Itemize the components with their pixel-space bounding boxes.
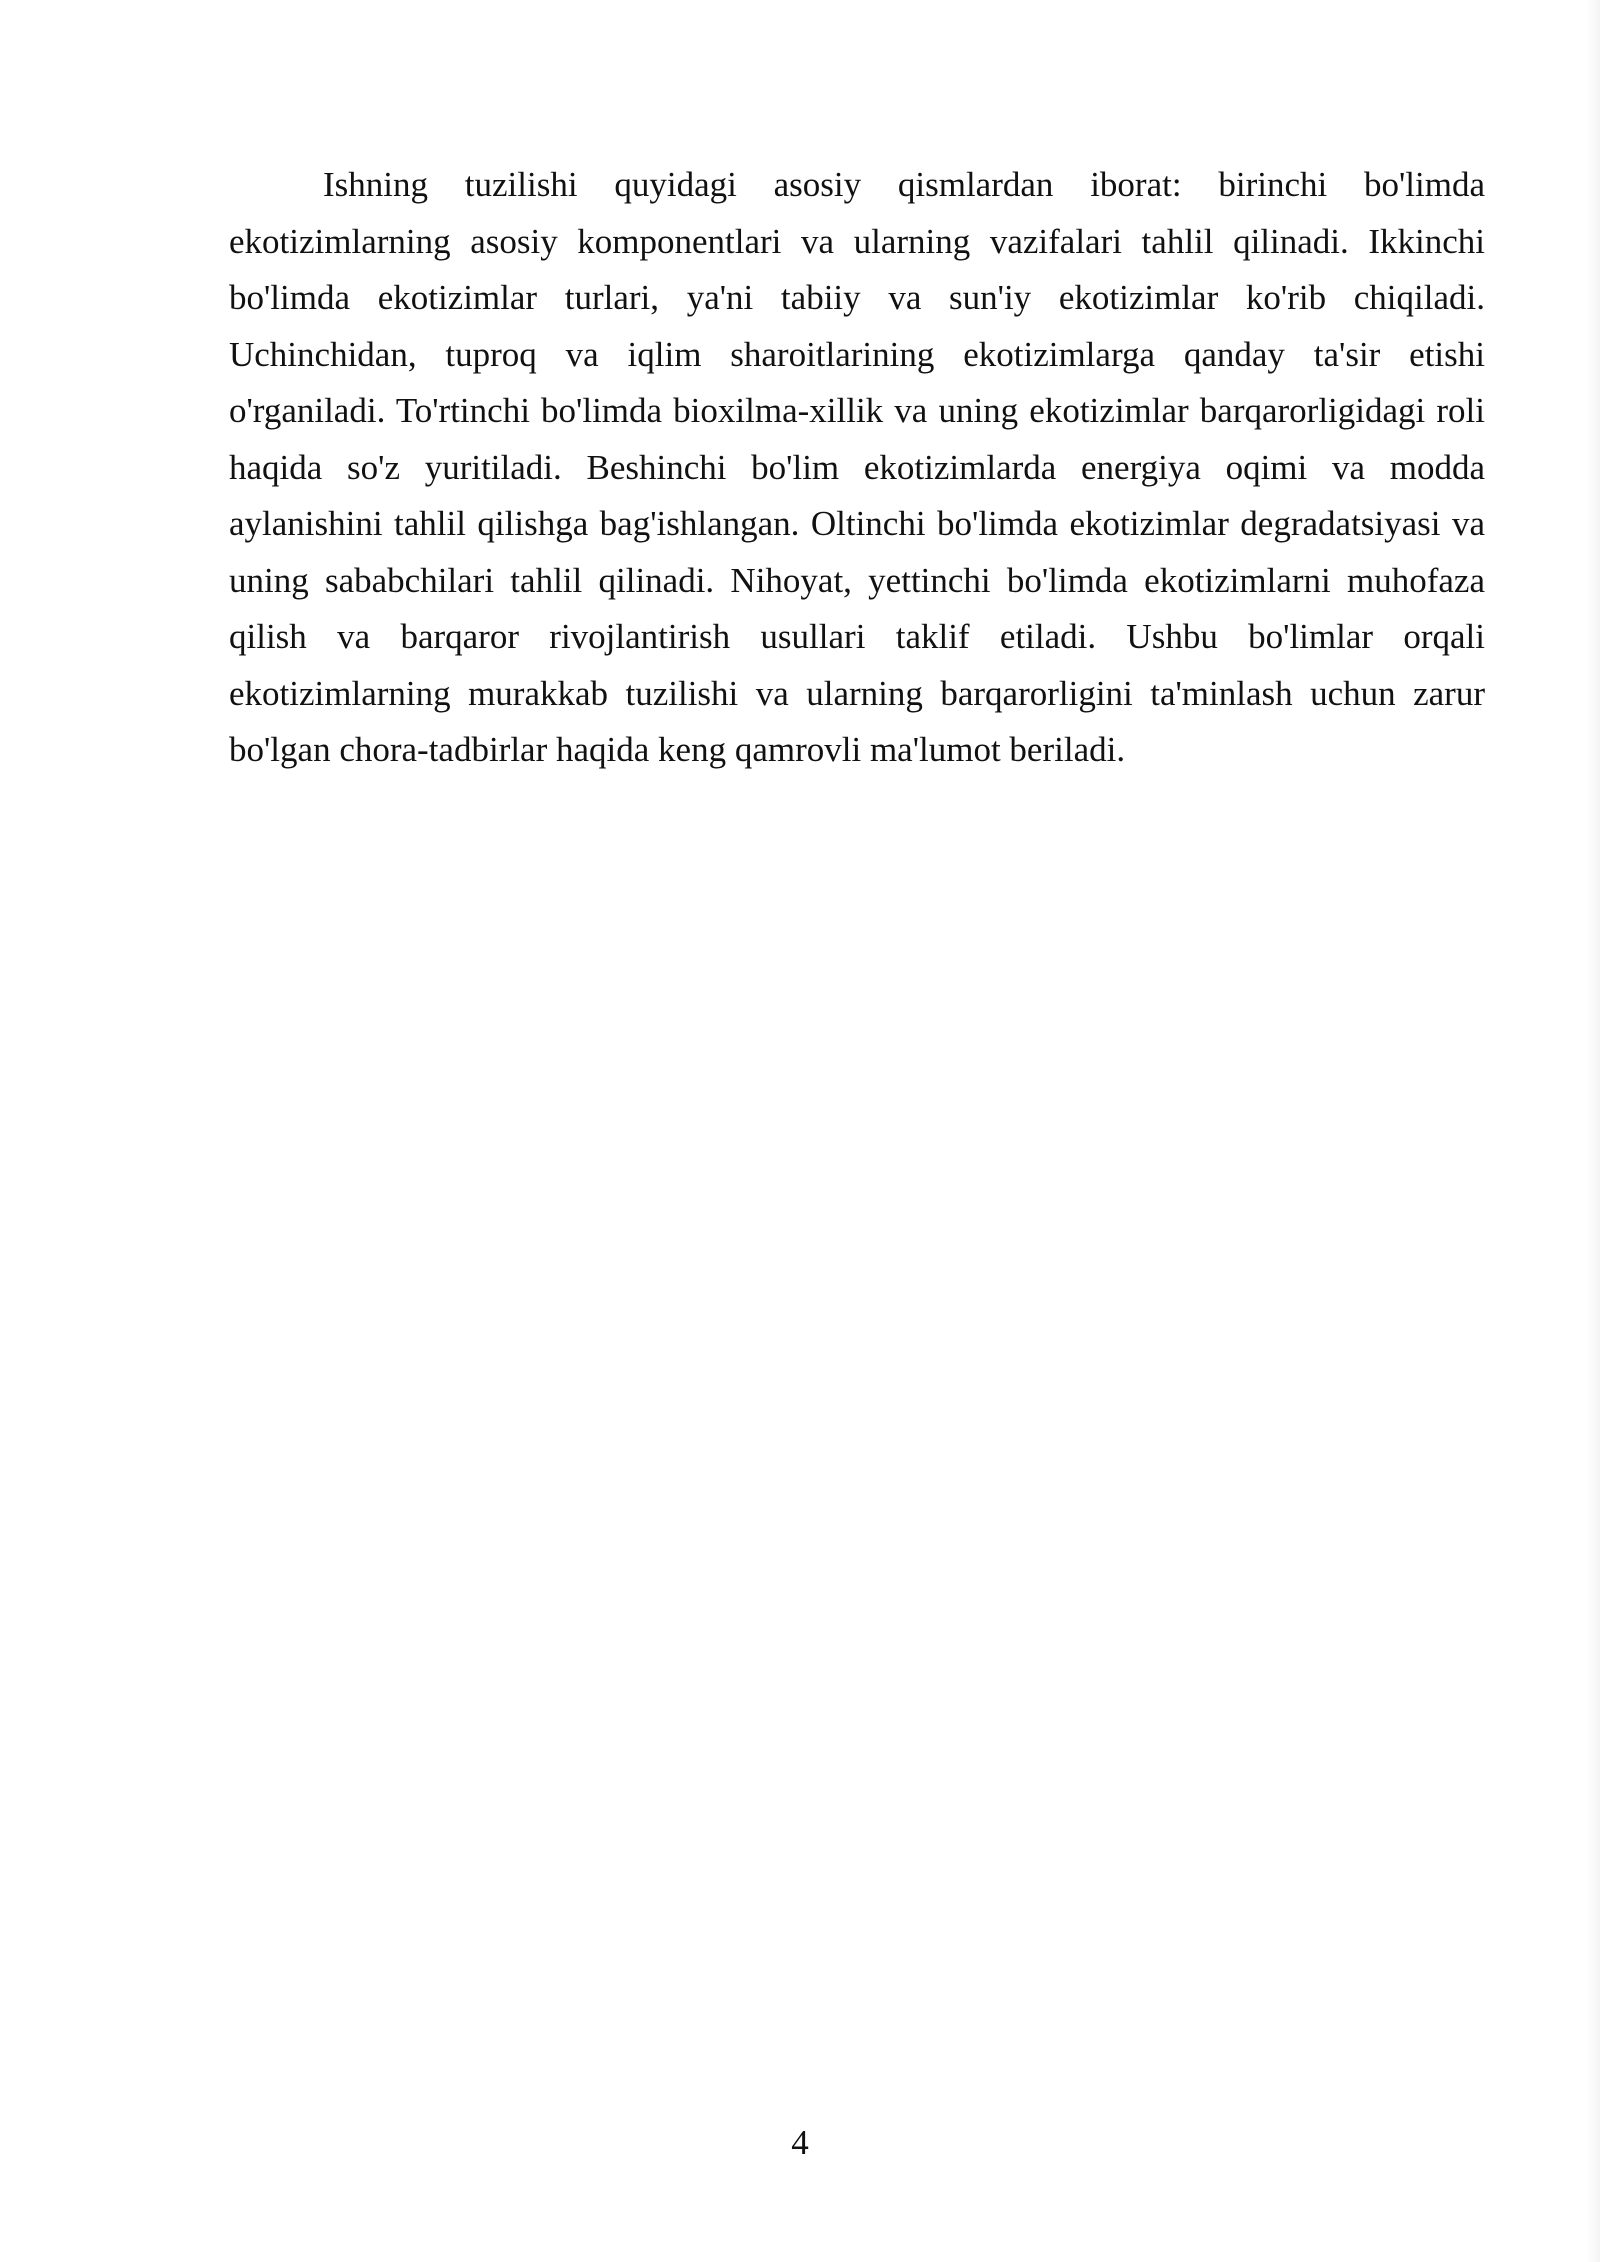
page-edge-shadow — [1586, 0, 1600, 2262]
page-number: 4 — [791, 2123, 809, 2162]
body-paragraph: Ishning tuzilishi quyidagi asosiy qismlardan iborat: birinchi bo'limda ekotizimlarning asosiy komponentlari va ularning vazifalari tahlil qilinadi. Ikkinchi bo'limda ekotizimlar turlari, ya'ni tabiiy va sun'iy ekotizimlar ko'rib chiqiladi. Uchinchidan, tuproq va iqlim sharoitlarining ekotizimlarga qanday ta'sir etishi o'rganiladi. To'rtinchi bo'limda bioxilma-xillik va uning ekotizimlar barqarorligidagi roli haqida so'z yuritiladi. Beshinchi bo'lim ekotizimlarda energiya oqimi va modda aylanishini tahlil qilishga bag'ishlangan. Oltinchi bo'limda ekotizimlar degradatsiyasi va uning sababchilari tahlil qilinadi. Nihoyat, yettinchi bo'limda ekotizimlarni muhofaza qilish va barqaror rivojlantirish usullari taklif etiladi. Ushbu bo'limlar orqali ekotizimlarning murakkab tuzilishi va ularning barqarorligini ta'minlash uchun zarur bo'lgan chora-tadbirlar haqida keng qamrovli ma'lumot beriladi. — [229, 165, 1485, 769]
